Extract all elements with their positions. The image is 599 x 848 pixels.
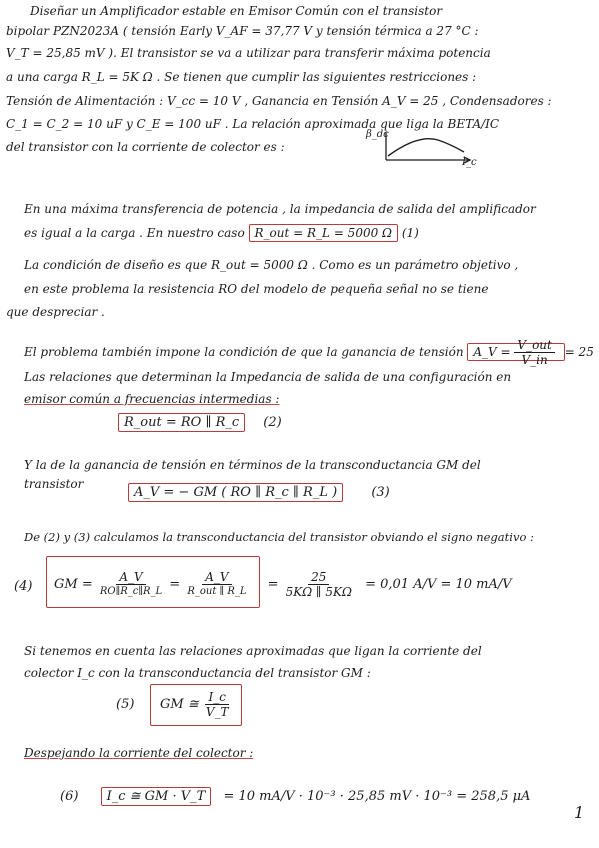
- problem-line-4: a una carga R_L = 5K Ω . Se tienen que cumplir las siguientes restricciones :: [6, 70, 477, 84]
- p6-line-a: De (2) y (3) calculamos la transconductancia del transistor obviando el signo negativo :: [24, 530, 534, 544]
- p7-line-b: colector I_c con la transconductancia del transistor GM :: [24, 666, 371, 680]
- eq6-row: [60, 790, 530, 804]
- rout-box: R_out = R_L = 5000 Ω: [249, 224, 398, 242]
- problem-line-6: C_1 = C_2 = 10 uF y C_E = 100 uF . La relación aproximada que liga la BETA/IC: [6, 117, 500, 131]
- eq6-box: I_c ≅ GM · V_T: [101, 787, 212, 806]
- problem-line-3: V_T = 25,85 mV ). El transistor se va a utilizar para transferir máxima potencia: [6, 46, 491, 60]
- eq-tag-2: (2): [263, 415, 282, 430]
- page-number: 1: [574, 803, 585, 822]
- p4-line-b: emisor común a frecuencias intermedias :: [24, 392, 280, 406]
- eq-tag-3: (3): [371, 485, 390, 500]
- eq4-fraction-3: $\frac{25}{5K\Omega \parallel 5K\Omega}$: [285, 570, 352, 599]
- problem-line-7: del transistor con la corriente de colector es :: [6, 140, 285, 154]
- eq4-fraction-1: $\frac{A\_V}{RO\parallel R\_c\parallel R\_L}$: [99, 570, 163, 597]
- p7-line-a: Si tenemos en cuenta las relaciones aproximadas que ligan la corriente del: [24, 644, 482, 658]
- problem-line-2: bipolar PZN2023A ( tensión Early V_AF = 37,77 V y tensión térmica a 27 °C :: [6, 24, 479, 38]
- p2-line-b: en este problema la resistencia RO del modelo de pequeña señal no se tiene: [24, 282, 489, 296]
- eq4-row: GM = $\frac{A\_V}{RO\parallel R\_c\parallel R\_L}$ = $\frac{A\_V}{\text{R\_out ∥ R\_L}}$ = $\frac{25}{5K\Omega \parallel 5K\Omega}$ = 0,01 A/V = 10 mA/V: [54, 570, 512, 599]
- gain-fraction: $\frac{\text{V\_out}}{V\_in}$: [514, 338, 554, 367]
- graph-y-label: β_dc: [366, 129, 389, 140]
- p5-line-a: Y la de la ganancia de tensión en términos de la transconductancia GM del: [24, 458, 481, 472]
- eq5-fraction: $\frac{I\_c}{V\_T}$: [205, 690, 229, 719]
- problem-line-5: Tensión de Alimentación : V_cc = 10 V , Ganancia en Tensión A_V = 25 , Condensadores :: [6, 94, 552, 108]
- p8-line-a: Despejando la corriente del colector :: [24, 746, 254, 760]
- eq2-box: R_out = RO ∥ R_c: [118, 413, 245, 432]
- p1-line-a: En una máxima transferencia de potencia , la impedancia de salida del amplificador: [24, 202, 536, 216]
- gain-box: A_V = $\frac{\text{V\_out}}{V\_in}$: [467, 343, 564, 361]
- graph-x-label: I_c: [462, 157, 477, 168]
- eq6-result: = 10 mA/V · 10⁻³ · 25,85 mV · 10⁻³ = 258,5 μA: [223, 789, 531, 804]
- eq-tag-1: (1): [401, 226, 419, 240]
- p2-line-c: que despreciar .: [6, 305, 105, 319]
- problem-line-1: Diseñar un Amplificador estable en Emisor Común con el transistor: [30, 4, 443, 18]
- eq3-row: [128, 486, 390, 500]
- eq-tag-4: (4): [14, 579, 33, 594]
- eq-tag-5: (5): [116, 697, 135, 712]
- p2-line-a: La condición de diseño es que R_out = 5000 Ω . Como es un parámetro objetivo ,: [24, 258, 519, 272]
- eq2-row: [118, 416, 282, 430]
- p1-line-b: es igual a la carga . En nuestro caso R_out = R_L = 5000 Ω (1): [24, 226, 419, 240]
- eq3-box: A_V = − GM ( RO ∥ R_c ∥ R_L ): [128, 483, 343, 502]
- p4-line-a: Las relaciones que determinan la Impedancia de salida de una configuración en: [24, 370, 512, 384]
- p3-line-a: El problema también impone la condición de que la ganancia de tensión A_V = $\frac{\text{V\_out}}{V\_in}$ = 25: [24, 338, 594, 367]
- p5-line-b: transistor: [24, 477, 84, 491]
- eq4-fraction-2: $\frac{A\_V}{\text{R\_out ∥ R\_L}}$: [187, 570, 247, 597]
- eq-tag-6: (6): [60, 789, 79, 804]
- eq5-row: GM ≅ $\frac{I\_c}{V\_T}$: [160, 690, 232, 719]
